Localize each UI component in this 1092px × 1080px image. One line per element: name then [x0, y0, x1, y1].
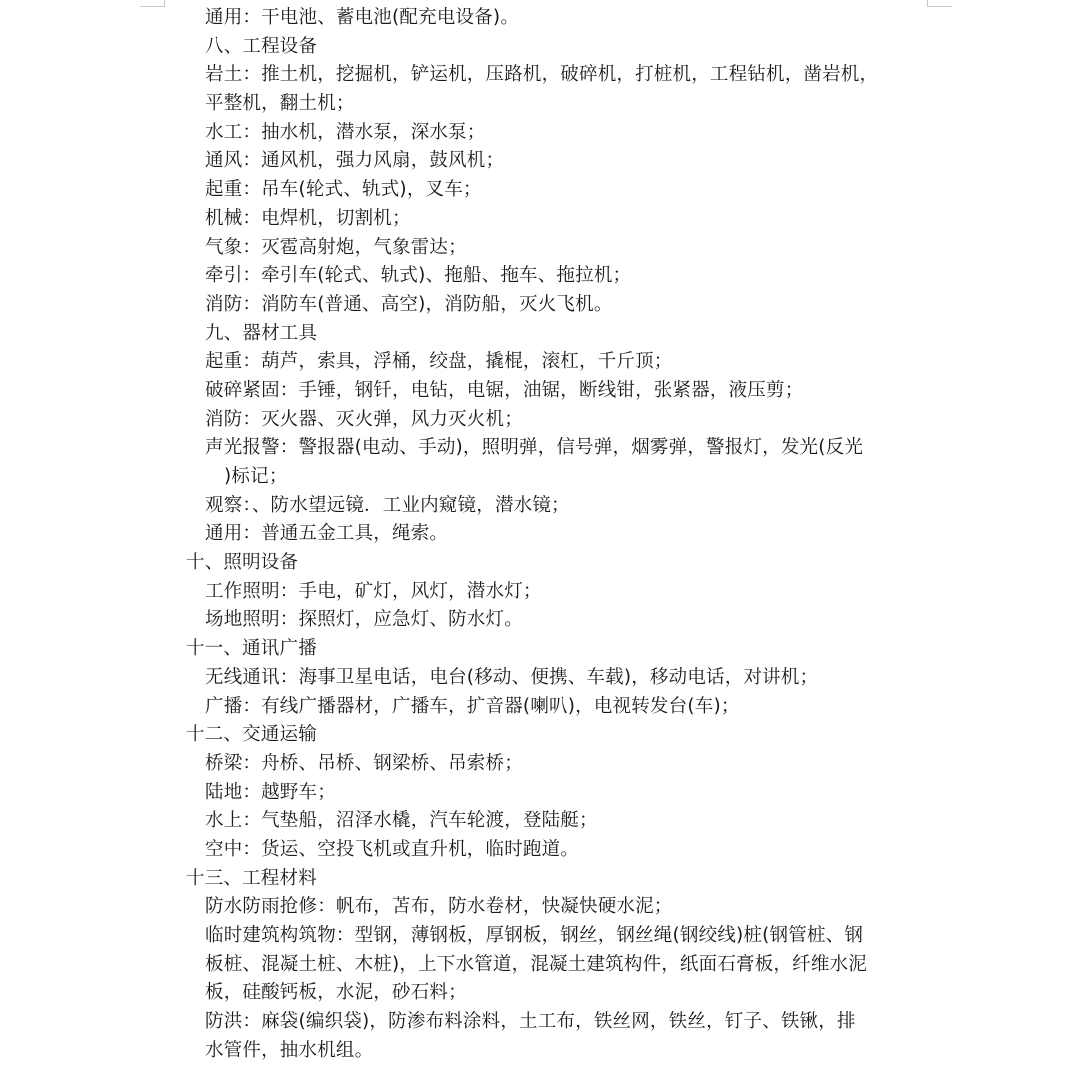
text-line: 工作照明：手电，矿灯，风灯，潜水灯；	[205, 580, 542, 602]
text-line: 板，硅酸钙板，水泥，砂石料；	[205, 982, 467, 1004]
text-line: 广播：有线广播器材，广播车，扩音器(喇叭)，电视转发台(车)；	[205, 695, 740, 717]
section-heading-9: 九、器材工具	[205, 322, 318, 344]
text-line: 起重：葫芦，索具，浮桶，绞盘，撬棍，滚杠，千斤顶；	[205, 351, 673, 373]
text-line: 机械：电焊机，切割机；	[205, 207, 411, 229]
text-line: 消防：消防车(普通、高空)，消防船，灭火飞机。	[205, 293, 613, 315]
text-line: 无线通讯：海事卫星电话，电台(移动、便携、车载)，移动电话，对讲机；	[205, 666, 819, 688]
text-line: )标记；	[224, 466, 288, 487]
text-line: 临时建筑构筑物：型钢，薄钢板，厚钢板，钢丝，钢丝绳(钢绞线)桩(钢管桩、钢	[205, 925, 864, 946]
text-line: 水管件，抽水机组。	[205, 1039, 374, 1061]
text-line: 桥梁：舟桥、吊桥、钢梁桥、吊索桥；	[205, 752, 523, 774]
text-line: 岩土：推土机，挖掘机，铲运机，压路机，破碎机，打桩机，工程钻机，凿岩机，	[205, 64, 879, 86]
text-line: 板桩、混凝土桩、木桩)，上下水管道，混凝土建筑构件，纸面石膏板，纤维水泥	[205, 953, 867, 975]
section-heading-11: 十一、通讯广播	[186, 638, 317, 660]
text-line: 防水防雨抢修：帆布，苫布，防水卷材，快凝快硬水泥；	[205, 896, 673, 918]
text-line: 通用：干电池、蓄电池(配充电设备)。	[205, 7, 520, 28]
text-line: 水工：抽水机，潜水泵，深水泵；	[205, 121, 486, 143]
text-line: 起重：吊车(轮式、轨式)，叉车；	[205, 179, 482, 201]
section-heading-8: 八、工程设备	[205, 35, 318, 57]
text-line: 气象：灭雹高射炮，气象雷达；	[205, 236, 467, 258]
section-heading-12: 十二、交通运输	[186, 724, 317, 746]
section-heading-13: 十三、工程材料	[186, 867, 317, 889]
text-line: 平整机，翻土机；	[205, 93, 355, 115]
text-line: 水上：气垫船，沼泽水橇，汽车轮渡，登陆艇；	[205, 810, 598, 832]
text-line: 通用：普通五金工具，绳索。	[205, 523, 449, 545]
text-line: 陆地：越野车；	[205, 781, 336, 803]
text-line: 消防：灭火器、灭火弹，风力灭火机；	[205, 408, 523, 430]
text-line: 通风：通风机，强力风扇，鼓风机；	[205, 150, 505, 172]
text-line: 防洪：麻袋(编织袋)，防渗布料涂料，土工布，铁丝网，铁丝，钉子、铁锹，排	[205, 1011, 856, 1033]
text-line: 观察：、防水望远镜．工业内窥镜，潜水镜；	[205, 494, 570, 516]
section-heading-10: 十、照明设备	[186, 552, 299, 574]
document-body[interactable]	[0, 4, 1092, 1065]
text-line: 牵引：牵引车(轮式、轨式)、拖船、拖车、拖拉机；	[205, 265, 632, 287]
text-line: 空中：货运、空投飞机或直升机，临时跑道。	[205, 838, 580, 860]
text-line: 破碎紧固：手锤，钢钎，电钻，电锯，油锯，断线钳，张紧器，液压剪；	[205, 379, 804, 401]
text-line: 场地照明：探照灯，应急灯、防水灯。	[205, 609, 523, 631]
text-line: 声光报警：警报器(电动、手动)，照明弹，信号弹，烟雾弹，警报灯，发光(反光	[205, 437, 864, 459]
